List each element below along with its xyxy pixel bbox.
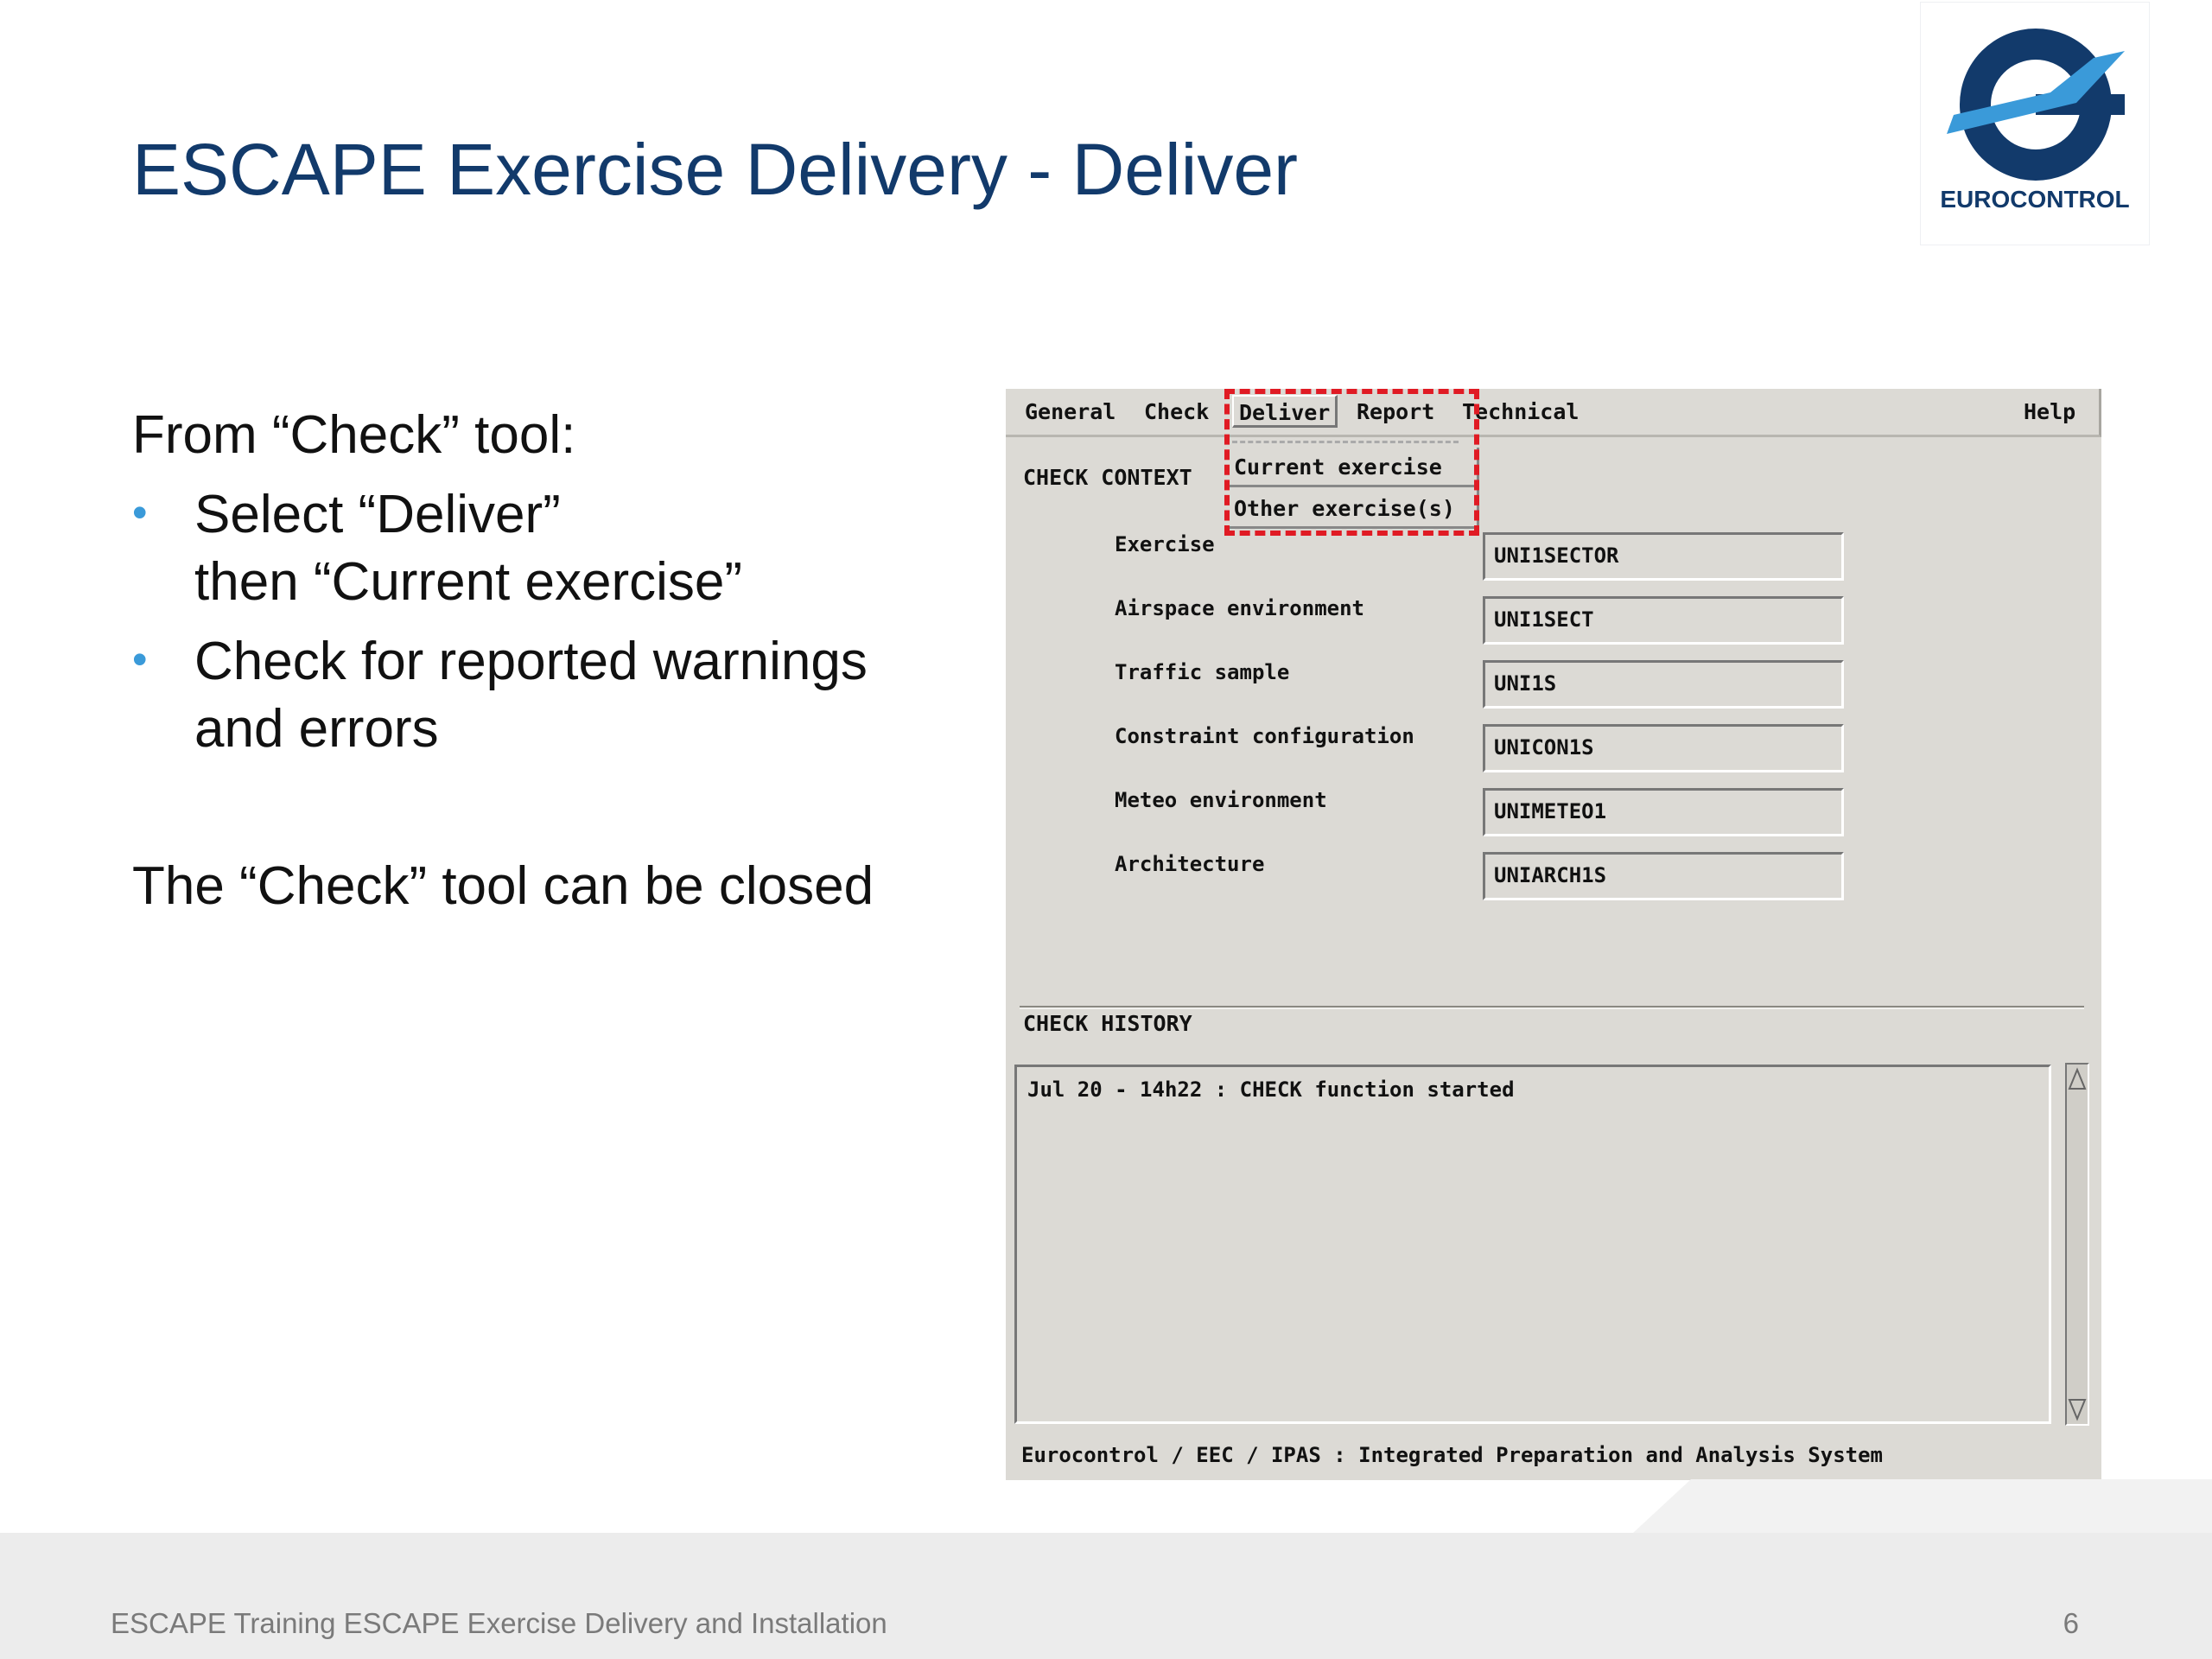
field-label-meteo: Meteo environment bbox=[1115, 788, 1327, 812]
bullet-2-line-1: Check for reported warnings bbox=[194, 632, 868, 691]
footer-text: ESCAPE Training ESCAPE Exercise Delivery and Installation bbox=[111, 1607, 887, 1639]
airspace-environment-field[interactable]: UNI1SECT bbox=[1483, 596, 1844, 645]
check-history-list[interactable] bbox=[1014, 1065, 2051, 1424]
dropdown-tearoff[interactable] bbox=[1232, 441, 1459, 443]
footer-band bbox=[0, 1533, 2212, 1659]
logo-wordmark: EUROCONTROL bbox=[1940, 186, 2130, 213]
footer-decoration bbox=[1633, 1479, 2212, 1533]
scroll-up-arrow-icon[interactable] bbox=[2067, 1066, 2088, 1092]
traffic-sample-field[interactable]: UNI1S bbox=[1483, 660, 1844, 709]
bullet-icon: • bbox=[132, 635, 148, 683]
menu-deliver[interactable]: Deliver bbox=[1232, 395, 1338, 428]
menu-report[interactable]: Report bbox=[1357, 399, 1435, 424]
constraint-configuration-field[interactable]: UNICON1S bbox=[1483, 724, 1844, 772]
history-scrollbar[interactable] bbox=[2065, 1063, 2089, 1426]
exercise-field[interactable]: UNI1SECTOR bbox=[1483, 532, 1844, 581]
eurocontrol-emblem-icon bbox=[1947, 25, 2125, 189]
section-divider bbox=[1020, 1006, 2084, 1009]
field-label-airspace: Airspace environment bbox=[1115, 596, 1364, 620]
menu-bar bbox=[1006, 389, 2101, 437]
menu-item-other-exercises[interactable]: Other exercise(s) bbox=[1229, 489, 1479, 529]
check-context-label: CHECK CONTEXT bbox=[1023, 465, 1192, 490]
architecture-field[interactable]: UNIARCH1S bbox=[1483, 852, 1844, 900]
field-label-architecture: Architecture bbox=[1115, 852, 1265, 876]
intro-text: From “Check” tool: bbox=[132, 405, 576, 465]
bullet-1-line-1: Select “Deliver” bbox=[194, 485, 561, 544]
bullet-2-line-2: and errors bbox=[194, 699, 439, 759]
field-label-constraint: Constraint configuration bbox=[1115, 724, 1414, 748]
menu-check[interactable]: Check bbox=[1144, 399, 1210, 424]
check-history-label: CHECK HISTORY bbox=[1023, 1011, 1192, 1036]
eurocontrol-logo bbox=[1920, 2, 2150, 245]
page-number: 6 bbox=[2063, 1607, 2079, 1639]
check-tool-window bbox=[1006, 389, 2101, 1480]
meteo-environment-field[interactable]: UNIMETEO1 bbox=[1483, 788, 1844, 836]
field-label-exercise: Exercise bbox=[1115, 532, 1215, 556]
scroll-down-arrow-icon[interactable] bbox=[2067, 1396, 2088, 1422]
menu-item-current-exercise[interactable]: Current exercise bbox=[1229, 448, 1479, 487]
slide-title: ESCAPE Exercise Delivery - Deliver bbox=[132, 129, 1299, 210]
field-label-traffic: Traffic sample bbox=[1115, 660, 1290, 684]
menu-technical[interactable]: Technical bbox=[1462, 399, 1580, 424]
history-entry: Jul 20 - 14h22 : CHECK function started bbox=[1027, 1077, 1515, 1102]
menu-help[interactable]: Help bbox=[2024, 399, 2076, 424]
bullet-icon: • bbox=[132, 488, 148, 537]
menu-general[interactable]: General bbox=[1025, 399, 1116, 424]
bullet-1-line-2: then “Current exercise” bbox=[194, 552, 743, 612]
status-bar: Eurocontrol / EEC / IPAS : Integrated Preparation and Analysis System bbox=[1021, 1443, 1883, 1467]
closing-text: The “Check” tool can be closed bbox=[132, 856, 874, 916]
